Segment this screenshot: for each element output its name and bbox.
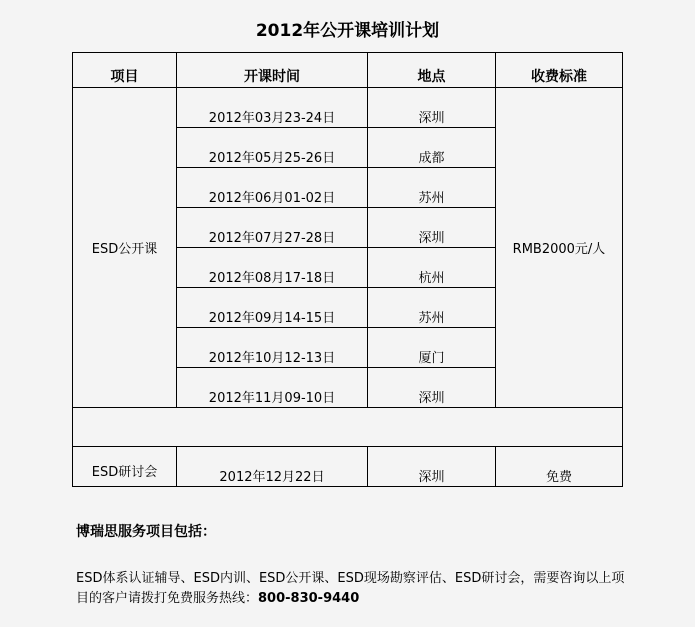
session-city: 杭州 — [368, 248, 496, 288]
session-date: 2012年07月27-28日 — [177, 208, 368, 248]
session-date: 2012年08月17-18日 — [177, 248, 368, 288]
header-project: 项目 — [73, 53, 177, 88]
session-city: 厦门 — [368, 328, 496, 368]
header-date: 开课时间 — [177, 53, 368, 88]
training-schedule-table — [72, 52, 623, 487]
session-date: 2012年10月12-13日 — [177, 328, 368, 368]
session-city: 深圳 — [368, 208, 496, 248]
session-date: 2012年05月25-26日 — [177, 128, 368, 168]
empty-cell — [73, 408, 623, 447]
services-description — [76, 569, 636, 609]
seminar-name-cell: ESD研讨会 — [73, 447, 177, 487]
course-fee-cell: RMB2000元/人 — [496, 88, 623, 408]
seminar-city: 深圳 — [368, 447, 496, 487]
table-row — [73, 88, 623, 128]
header-fee: 收费标准 — [496, 53, 623, 88]
session-date: 2012年06月01-02日 — [177, 168, 368, 208]
session-date: 2012年11月09-10日 — [177, 368, 368, 408]
course-name-cell: ESD公开课 — [73, 88, 177, 408]
session-city: 苏州 — [368, 288, 496, 328]
seminar-date: 2012年12月22日 — [177, 447, 368, 487]
header-location: 地点 — [368, 53, 496, 88]
services-heading: 博瑞思服务项目包括： — [76, 524, 216, 540]
session-city: 深圳 — [368, 88, 496, 128]
seminar-fee: 免费 — [496, 447, 623, 487]
table-header-row — [73, 53, 623, 88]
hotline-number: 800-830-9440 — [258, 591, 360, 606]
session-date: 2012年03月23-24日 — [177, 88, 368, 128]
page-title: 2012年公开课培训计划 — [255, 21, 440, 41]
session-city: 苏州 — [368, 168, 496, 208]
table-row — [73, 447, 623, 487]
session-date: 2012年09月14-15日 — [177, 288, 368, 328]
session-city: 深圳 — [368, 368, 496, 408]
session-city: 成都 — [368, 128, 496, 168]
spacer-row — [73, 408, 623, 447]
services-body-text: ESD体系认证辅导、ESD内训、ESD公开课、ESD现场勘察评估、ESD研讨会，需要咨询以上项目的客户请拨打免费服务热线： — [76, 571, 625, 606]
